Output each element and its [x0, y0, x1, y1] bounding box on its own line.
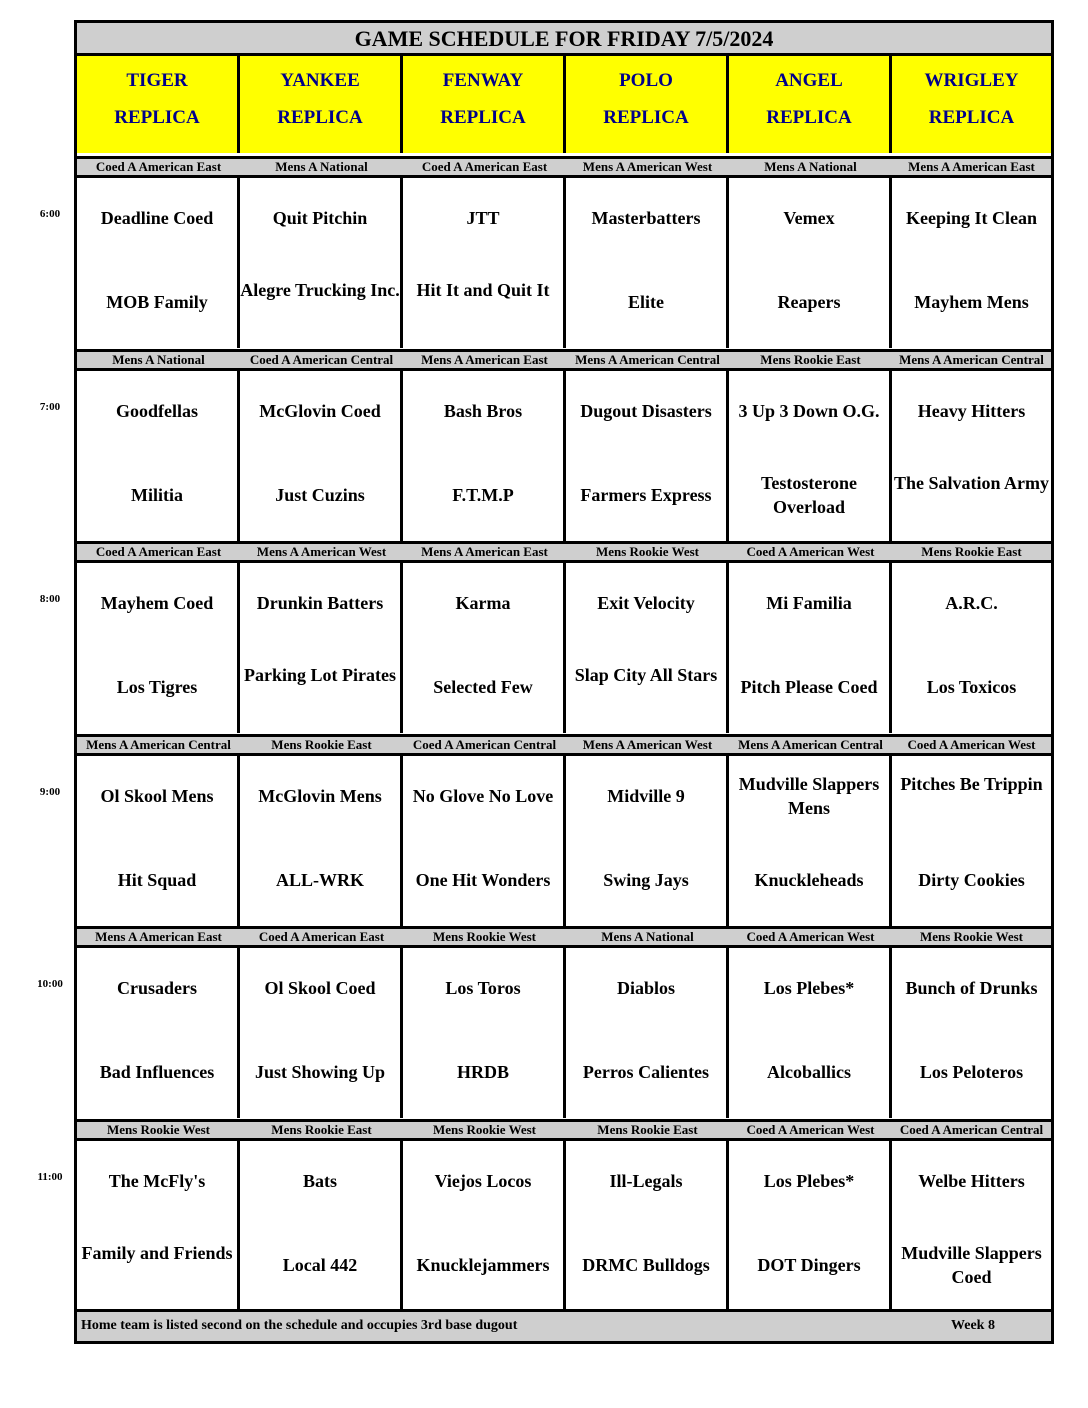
schedule-table: [74, 20, 1054, 1344]
division-row: [77, 926, 1051, 948]
home-team: Los Toxicos: [926, 677, 1017, 697]
away-team: McGlovin Mens: [258, 786, 382, 806]
division-row: [77, 349, 1051, 371]
away-team: Mayhem Coed: [100, 593, 214, 613]
home-team: Los Peloteros: [919, 1062, 1024, 1082]
home-team: Testosterone Overload: [761, 473, 857, 517]
field-header: [892, 56, 1051, 153]
game-row: [77, 948, 1051, 1118]
division-label: Coed A American East: [258, 929, 385, 944]
home-team: Just Showing Up: [254, 1062, 386, 1082]
game-cell: [566, 563, 729, 733]
game-cell: [77, 563, 240, 733]
game-cell: [892, 1141, 1051, 1311]
field-name: YANKEE: [280, 70, 360, 91]
game-cell: [729, 1141, 892, 1311]
game-cell: [240, 1141, 403, 1311]
footer-note: Home team is listed second on the schedule and occupies 3rd base dugout: [81, 1318, 518, 1333]
home-team: Mudville Slappers Coed: [901, 1243, 1042, 1287]
footer-bar: [77, 1309, 1051, 1341]
division-label: Mens A American Central: [86, 737, 231, 752]
home-team: Family and Friends: [81, 1243, 233, 1263]
home-team: Hit Squad: [117, 870, 197, 890]
home-team: F.T.M.P: [452, 485, 514, 505]
game-cell: [403, 178, 566, 348]
division-row: [77, 156, 1051, 178]
time-label: 11:00: [37, 1171, 63, 1183]
away-team: Karma: [455, 593, 511, 613]
home-team: DRMC Bulldogs: [582, 1255, 710, 1275]
home-team: Knucklejammers: [416, 1255, 550, 1275]
away-team: No Glove No Love: [412, 786, 554, 806]
division-label: Mens A American West: [582, 159, 713, 174]
time-label: 9:00: [39, 786, 61, 798]
division-label: Mens Rookie East: [271, 1122, 372, 1137]
division-label: Mens A American Central: [575, 352, 720, 367]
game-cell: [403, 756, 566, 926]
game-cell: [729, 948, 892, 1118]
home-team: Perros Calientes: [582, 1062, 710, 1082]
home-team: Slap City All Stars: [574, 665, 718, 685]
away-team: Masterbatters: [591, 208, 701, 228]
away-team: Goodfellas: [115, 401, 198, 421]
division-row: [77, 541, 1051, 563]
game-cell: [403, 371, 566, 541]
game-row: [77, 178, 1051, 348]
away-team: Ill-Legals: [609, 1171, 683, 1191]
home-team: Just Cuzins: [275, 485, 365, 505]
game-cell: [892, 756, 1051, 926]
game-cell: [566, 371, 729, 541]
home-team: Farmers Express: [580, 485, 712, 505]
game-cell: [729, 563, 892, 733]
time-label: 10:00: [37, 978, 63, 990]
division-label: Mens Rookie East: [597, 1122, 698, 1137]
home-team: Los Tigres: [116, 677, 198, 697]
division-label: Mens A National: [112, 352, 205, 367]
away-team: Crusaders: [117, 978, 197, 998]
field-name: FENWAY: [442, 70, 524, 91]
home-team: Parking Lot Pirates: [244, 665, 396, 685]
away-team: Quit Pitchin: [272, 208, 368, 228]
division-label: Coed A American West: [746, 929, 875, 944]
division-label: Coed A American West: [907, 737, 1036, 752]
home-team: DOT Dingers: [757, 1255, 861, 1275]
division-label: Mens A American West: [582, 737, 713, 752]
page-title: GAME SCHEDULE FOR FRIDAY 7/5/2024: [77, 23, 1051, 56]
away-team: Welbe Hitters: [918, 1171, 1025, 1191]
division-label: Mens A American East: [95, 929, 222, 944]
field-name: WRIGLEY: [924, 70, 1019, 91]
away-team: Drunkin Batters: [256, 593, 384, 613]
home-team: Alegre Trucking Inc.: [240, 280, 400, 300]
game-row: [77, 1141, 1051, 1311]
away-team: Vemex: [783, 208, 835, 228]
division-label: Coed A American West: [746, 544, 875, 559]
field-subtitle: REPLICA: [928, 107, 1015, 128]
field-subtitle: REPLICA: [603, 107, 689, 128]
home-team: Swing Jays: [603, 870, 689, 890]
game-cell: [403, 948, 566, 1118]
field-name: TIGER: [126, 70, 188, 91]
division-label: Coed A American East: [421, 159, 548, 174]
division-label: Coed A American East: [95, 159, 222, 174]
game-cell: [240, 371, 403, 541]
division-label: Coed A American Central: [412, 737, 557, 752]
game-cell: [77, 178, 240, 348]
home-team: Mayhem Mens: [914, 292, 1029, 312]
home-team: Selected Few: [433, 677, 533, 697]
home-team: Dirty Cookies: [918, 870, 1025, 890]
home-team: Alcoballics: [767, 1062, 851, 1082]
away-team: Diablos: [616, 978, 676, 998]
game-cell: [566, 1141, 729, 1311]
game-row: [77, 371, 1051, 541]
field-header: [729, 56, 892, 153]
division-label: Mens Rookie East: [271, 737, 372, 752]
division-label: Mens A American East: [908, 159, 1035, 174]
game-cell: [892, 178, 1051, 348]
division-label: Mens A National: [601, 929, 694, 944]
division-label: Mens Rookie East: [921, 544, 1022, 559]
game-cell: [729, 756, 892, 926]
division-label: Mens A American Central: [738, 737, 883, 752]
game-cell: [892, 563, 1051, 733]
away-team: Viejos Locos: [434, 1171, 532, 1191]
game-cell: [729, 371, 892, 541]
division-row: [77, 1119, 1051, 1141]
field-header: [77, 56, 240, 153]
home-team: Knuckleheads: [754, 870, 864, 890]
away-team: Dugout Disasters: [580, 401, 712, 421]
division-label: Coed A American Central: [899, 1122, 1044, 1137]
game-cell: [77, 371, 240, 541]
field-name: POLO: [619, 70, 673, 91]
division-label: Coed A American East: [95, 544, 222, 559]
home-team: MOB Family: [106, 292, 208, 312]
home-team: One Hit Wonders: [415, 870, 551, 890]
game-cell: [892, 948, 1051, 1118]
home-team: Hit It and Quit It: [416, 280, 550, 300]
field-subtitle: REPLICA: [440, 107, 526, 128]
division-label: Mens A American East: [421, 544, 548, 559]
division-label: Mens Rookie West: [595, 544, 700, 559]
field-name: ANGEL: [775, 70, 843, 91]
home-team: Local 442: [282, 1255, 358, 1275]
field-subtitle: REPLICA: [114, 107, 200, 128]
division-label: Mens A American West: [256, 544, 387, 559]
game-row: [77, 756, 1051, 926]
game-cell: [77, 756, 240, 926]
game-cell: [729, 178, 892, 348]
home-team: The Salvation Army: [893, 473, 1049, 493]
division-label: Mens A National: [764, 159, 857, 174]
game-cell: [892, 371, 1051, 541]
game-cell: [77, 948, 240, 1118]
away-team: 3 Up 3 Down O.G.: [738, 401, 880, 421]
away-team: Ol Skool Coed: [264, 978, 376, 998]
field-subtitle: REPLICA: [766, 107, 852, 128]
away-team: Pitches Be Trippin: [900, 774, 1043, 794]
game-cell: [77, 1141, 240, 1311]
away-team: Deadline Coed: [100, 208, 214, 228]
away-team: Bats: [302, 1171, 337, 1191]
game-cell: [240, 756, 403, 926]
game-cell: [566, 948, 729, 1118]
field-header: [566, 56, 729, 153]
division-label: Mens Rookie West: [432, 929, 537, 944]
home-team: Reapers: [777, 292, 841, 312]
home-team: HRDB: [456, 1062, 509, 1082]
division-label: Mens Rookie West: [432, 1122, 537, 1137]
away-team: McGlovin Coed: [259, 401, 381, 421]
away-team: Bash Bros: [443, 401, 523, 421]
game-row: [77, 563, 1051, 733]
away-team: JTT: [466, 208, 500, 228]
game-cell: [566, 756, 729, 926]
away-team: Ol Skool Mens: [100, 786, 214, 806]
time-label: 7:00: [39, 401, 61, 413]
division-label: Mens A American East: [421, 352, 548, 367]
division-label: Mens Rookie East: [760, 352, 861, 367]
time-label: 6:00: [39, 208, 61, 220]
field-header: [403, 56, 566, 153]
division-label: Mens Rookie West: [919, 929, 1024, 944]
division-row: [77, 734, 1051, 756]
away-team: Keeping It Clean: [905, 208, 1037, 228]
home-team: Pitch Please Coed: [740, 677, 878, 697]
away-team: Bunch of Drunks: [905, 978, 1038, 998]
game-cell: [403, 1141, 566, 1311]
game-cell: [240, 178, 403, 348]
division-label: Mens Rookie West: [106, 1122, 211, 1137]
away-team: Los Toros: [445, 978, 521, 998]
game-cell: [403, 563, 566, 733]
away-team: Midville 9: [607, 786, 685, 806]
away-team: Mi Familia: [766, 593, 852, 613]
division-label: Coed A American Central: [249, 352, 394, 367]
field-header: [240, 56, 403, 153]
home-team: Bad Influences: [99, 1062, 215, 1082]
game-cell: [240, 948, 403, 1118]
field-subtitle: REPLICA: [277, 107, 363, 128]
division-label: Coed A American West: [746, 1122, 875, 1137]
away-team: Los Plebes*: [763, 978, 855, 998]
away-team: Heavy Hitters: [917, 401, 1026, 421]
away-team: Los Plebes*: [763, 1171, 855, 1191]
away-team: Exit Velocity: [597, 593, 695, 613]
away-team: A.R.C.: [945, 593, 998, 613]
field-header-row: [77, 56, 1051, 156]
home-team: ALL-WRK: [275, 870, 364, 890]
division-label: Mens A National: [275, 159, 368, 174]
home-team: Militia: [131, 485, 183, 505]
time-label: 8:00: [39, 593, 61, 605]
division-label: Mens A American Central: [899, 352, 1044, 367]
week-label: Week 8: [951, 1318, 995, 1333]
home-team: Elite: [628, 292, 664, 312]
away-team: The McFly's: [108, 1171, 206, 1191]
away-team: Mudville Slappers Mens: [738, 774, 880, 818]
game-cell: [240, 563, 403, 733]
game-cell: [566, 178, 729, 348]
